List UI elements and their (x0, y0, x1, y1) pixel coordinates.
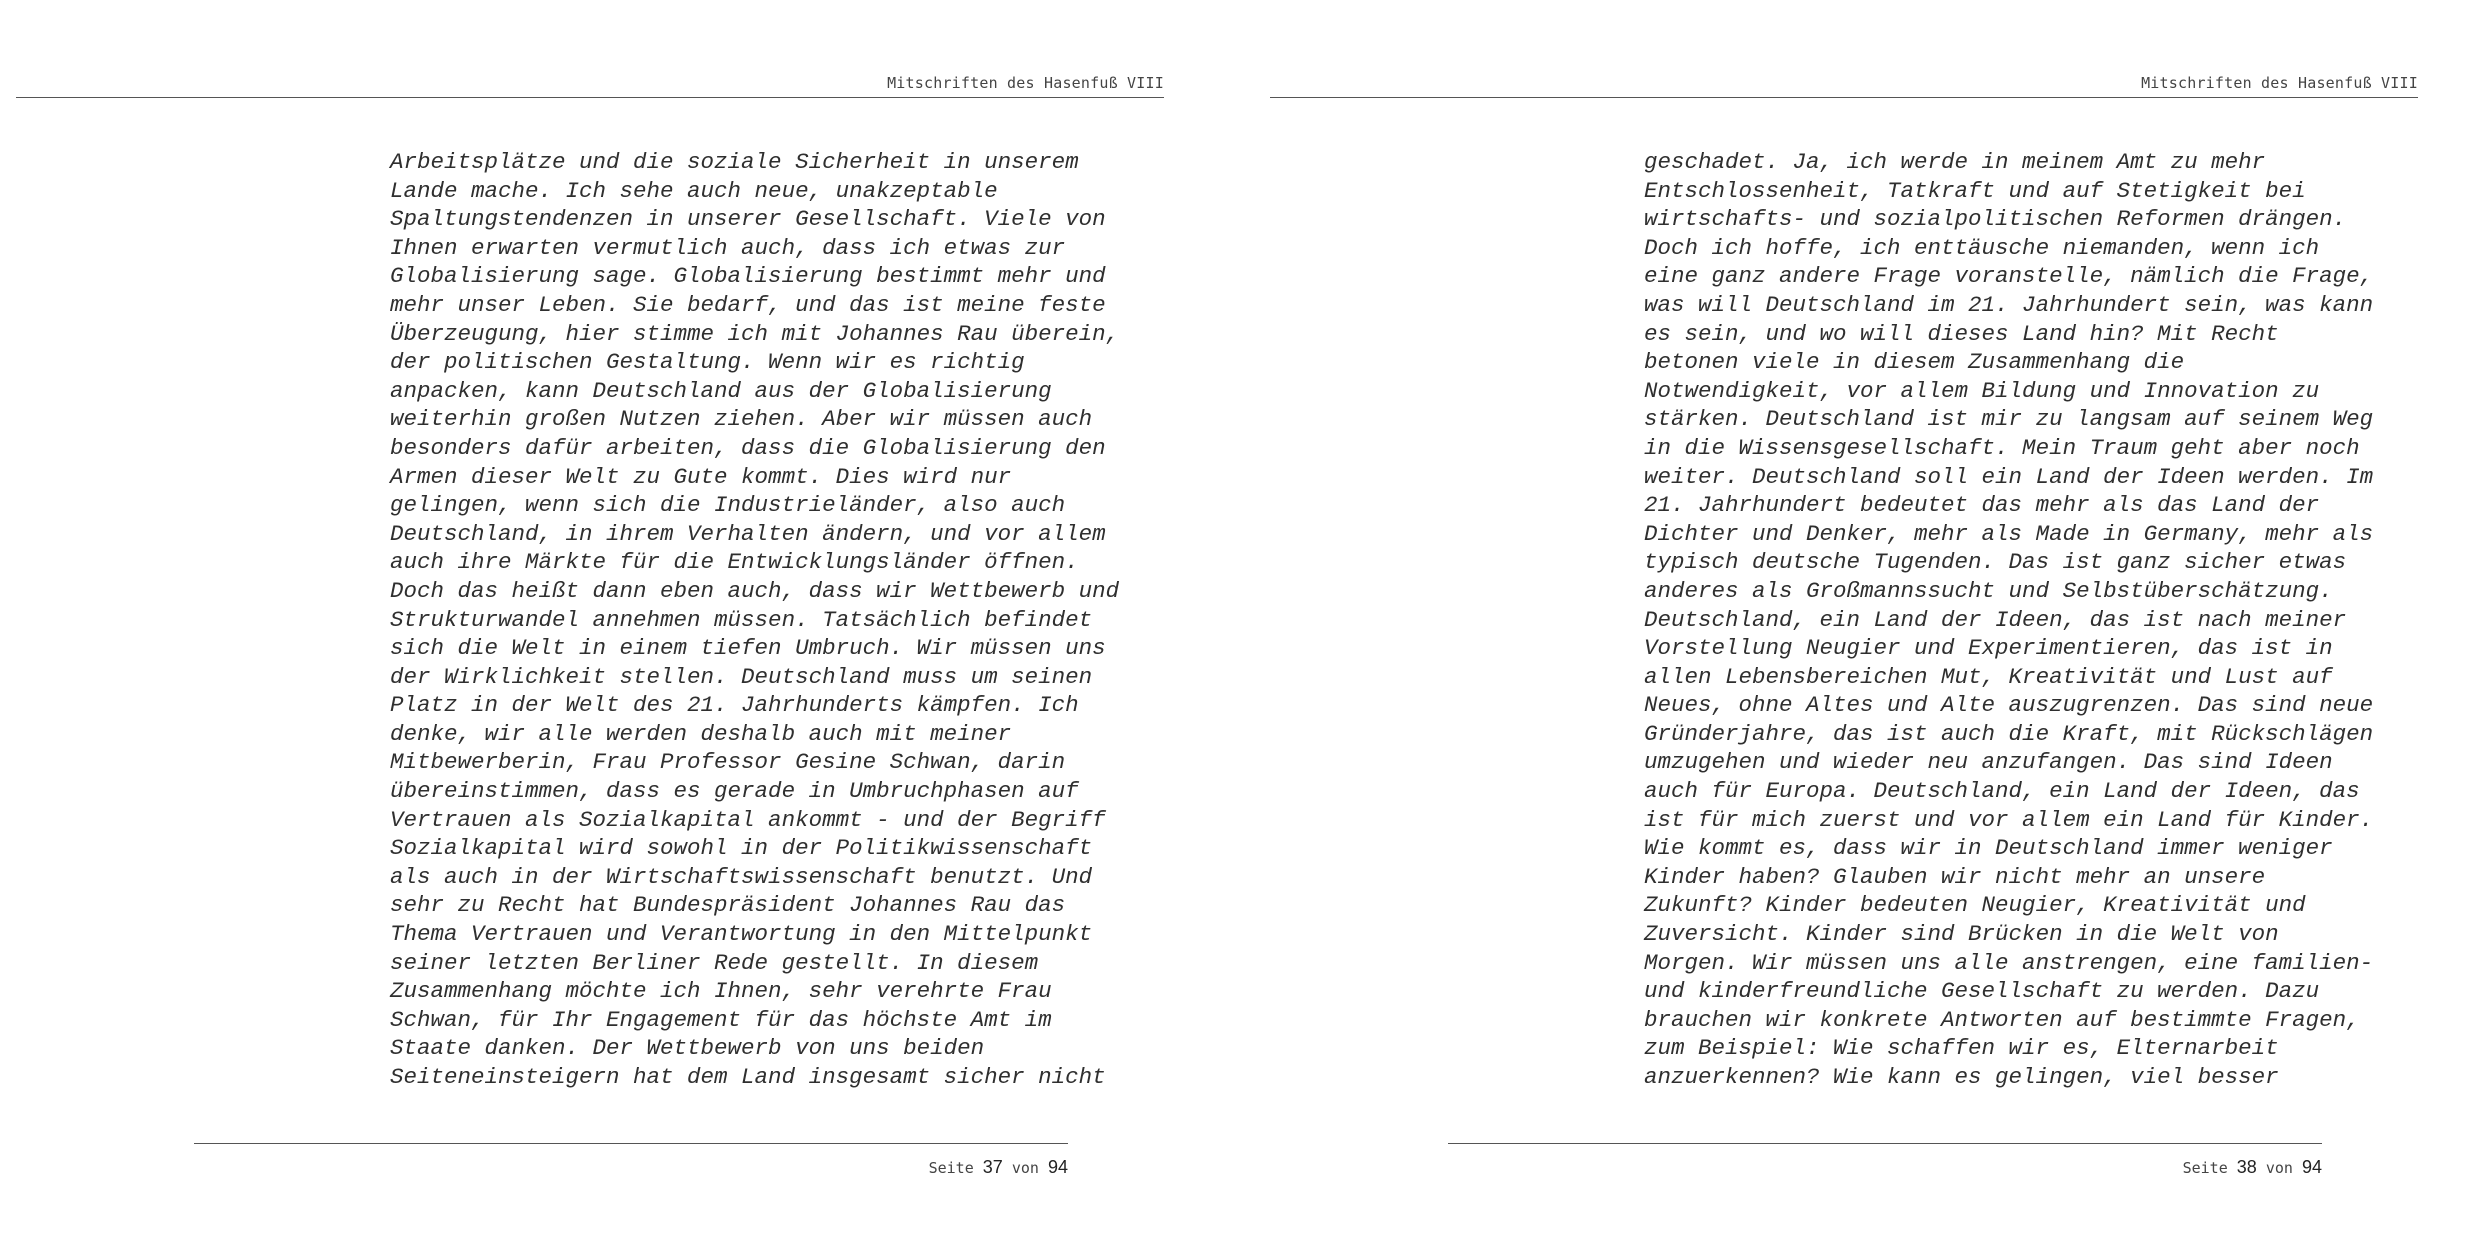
text-line: sich die Welt in einem tiefen Umbruch. Wir müssen uns (390, 635, 1106, 662)
text-line: anzuerkennen? Wie kann es gelingen, viel besser (1644, 1064, 2279, 1090)
text-line: Staate danken. Der Wettbewerb von uns beiden (390, 1035, 985, 1062)
footer-rule (194, 1143, 1068, 1144)
text-line: seiner letzten Berliner Rede gestellt. In diesem (390, 949, 1039, 976)
text-line: es sein, und wo will dieses Land hin? Mit Recht (1644, 320, 2279, 347)
page-total: 94 (2301, 1157, 2322, 1177)
text-line: Armen dieser Welt zu Gute kommt. Dies wird nur (390, 463, 1012, 490)
right-page (1254, 0, 2480, 1240)
text-line: der politischen Gestaltung. Wenn wir es richtig (390, 349, 1025, 376)
text-line: Kinder haben? Glauben wir nicht mehr an unsere (1644, 863, 2266, 890)
text-line: Gründerjahre, das ist auch die Kraft, mit Rückschlägen (1644, 720, 2374, 747)
text-line: wirtschafts- und sozialpolitischen Reformen drängen. (1644, 206, 2347, 233)
header-rule (16, 97, 1164, 98)
text-line: Zusammenhang möchte ich Ihnen, sehr verehrte Frau (390, 978, 1052, 1005)
footer-label-von: von (1011, 1159, 1039, 1177)
text-line: Doch ich hoffe, ich enttäusche niemanden, wenn ich (1644, 234, 2320, 261)
text-line: Mitbewerberin, Frau Professor Gesine Schwan, darin (390, 749, 1066, 776)
text-line: Doch das heißt dann eben auch, dass wir Wettbewerb und (390, 577, 1120, 604)
text-line: Seiteneinsteigern hat dem Land insgesamt sicher nicht (390, 1064, 1106, 1090)
text-line: typisch deutsche Tugenden. Das ist ganz sicher etwas (1644, 549, 2347, 576)
text-line: Dichter und Denker, mehr als Made in Germany, mehr als (1644, 520, 2374, 547)
text-line: auch für Europa. Deutschland, ein Land der Ideen, das (1644, 778, 2360, 805)
text-line: Entschlossenheit, Tatkraft und auf Stetigkeit bei (1644, 177, 2306, 204)
text-line: Vertrauen als Sozialkapital ankommt - und der Begriff (390, 806, 1106, 833)
text-line: Neues, ohne Altes und Alte auszugrenzen. Das sind neue (1644, 692, 2374, 719)
text-line: anpacken, kann Deutschland aus der Globalisierung (390, 377, 1052, 404)
text-line: zum Beispiel: Wie schaffen wir es, Elternarbeit (1644, 1035, 2279, 1062)
running-header: Mitschriften des Hasenfuß VIII (2141, 74, 2418, 92)
text-line: eine ganz andere Frage voranstelle, nämlich die Frage, (1644, 263, 2374, 290)
page-number: 37 (982, 1157, 1003, 1177)
text-line: als auch in der Wirtschaftswissenschaft benutzt. Und (390, 863, 1093, 890)
page-footer (194, 1157, 1068, 1178)
text-line: in die Wissensgesellschaft. Mein Traum geht aber noch (1644, 434, 2360, 461)
page-footer (1448, 1157, 2322, 1178)
text-line: Sozialkapital wird sowohl in der Politikwissenschaft (390, 835, 1093, 862)
text-line: allen Lebensbereichen Mut, Kreativität und Lust auf (1644, 663, 2333, 690)
text-line: mehr unser Leben. Sie bedarf, und das ist meine feste (390, 291, 1106, 318)
text-line: und kinderfreundliche Gesellschaft zu werden. Dazu (1644, 978, 2320, 1005)
text-line: Wie kommt es, dass wir in Deutschland immer weniger (1644, 835, 2333, 862)
running-header: Mitschriften des Hasenfuß VIII (887, 74, 1164, 92)
text-line: Zuversicht. Kinder sind Brücken in die Welt von (1644, 921, 2279, 948)
text-line: brauchen wir konkrete Antworten auf bestimmte Fragen, (1644, 1006, 2360, 1033)
text-line: gelingen, wenn sich die Industrieländer, also auch (390, 492, 1066, 519)
text-line: Ihnen erwarten vermutlich auch, dass ich etwas zur (390, 234, 1066, 261)
text-line: umzugehen und wieder neu anzufangen. Das sind Ideen (1644, 749, 2333, 776)
header-rule (1270, 97, 2418, 98)
text-line: weiter. Deutschland soll ein Land der Ideen werden. Im (1644, 463, 2374, 490)
text-line: weiterhin großen Nutzen ziehen. Aber wir müssen auch (390, 406, 1093, 433)
text-line: Notwendigkeit, vor allem Bildung und Innovation zu (1644, 377, 2320, 404)
text-line: anderes als Großmannssucht und Selbstüberschätzung. (1644, 577, 2333, 604)
text-line: besonders dafür arbeiten, dass die Globalisierung den (390, 434, 1106, 461)
footer-label-seite: Seite (2182, 1159, 2228, 1177)
text-line: ist für mich zuerst und vor allem ein Land für Kinder. (1644, 806, 2374, 833)
footer-rule (1448, 1143, 2322, 1144)
text-line: Deutschland, ein Land der Ideen, das ist nach meiner (1644, 606, 2347, 633)
text-line: Überzeugung, hier stimme ich mit Johannes Rau überein, (390, 320, 1120, 347)
text-line: auch ihre Märkte für die Entwicklungsländer öffnen. (390, 549, 1079, 576)
body-text (1644, 148, 2404, 1092)
text-line: Globalisierung sage. Globalisierung bestimmt mehr und (390, 263, 1106, 290)
body-text (390, 148, 1150, 1092)
text-line: Vorstellung Neugier und Experimentieren, das ist in (1644, 635, 2333, 662)
page-total: 94 (1047, 1157, 1068, 1177)
text-line: 21. Jahrhundert bedeutet das mehr als das Land der (1644, 492, 2320, 519)
footer-label-von: von (2265, 1159, 2293, 1177)
footer-label-seite: Seite (928, 1159, 974, 1177)
text-line: sehr zu Recht hat Bundespräsident Johannes Rau das (390, 892, 1066, 919)
text-line: Strukturwandel annehmen müssen. Tatsächlich befindet (390, 606, 1093, 633)
text-line: Thema Vertrauen und Verantwortung in den Mittelpunkt (390, 921, 1093, 948)
text-line: betonen viele in diesem Zusammenhang die (1644, 349, 2185, 376)
text-line: was will Deutschland im 21. Jahrhundert sein, was kann (1644, 291, 2374, 318)
page-number: 38 (2236, 1157, 2257, 1177)
text-line: denke, wir alle werden deshalb auch mit meiner (390, 720, 1012, 747)
text-line: Deutschland, in ihrem Verhalten ändern, und vor allem (390, 520, 1106, 547)
text-line: stärken. Deutschland ist mir zu langsam auf seinem Weg (1644, 406, 2374, 433)
text-line: Arbeitsplätze und die soziale Sicherheit in unserem (390, 149, 1079, 175)
text-line: Lande mache. Ich sehe auch neue, unakzeptable (390, 177, 998, 204)
text-line: übereinstimmen, dass es gerade in Umbruchphasen auf (390, 778, 1079, 805)
text-line: Platz in der Welt des 21. Jahrhunderts kämpfen. Ich (390, 692, 1079, 719)
text-line: geschadet. Ja, ich werde in meinem Amt zu mehr (1644, 149, 2266, 175)
text-line: Spaltungstendenzen in unserer Gesellschaft. Viele von (390, 206, 1106, 233)
text-line: Zukunft? Kinder bedeuten Neugier, Kreativität und (1644, 892, 2306, 919)
text-line: der Wirklichkeit stellen. Deutschland muss um seinen (390, 663, 1093, 690)
text-line: Morgen. Wir müssen uns alle anstrengen, eine familien- (1644, 949, 2374, 976)
text-line: Schwan, für Ihr Engagement für das höchste Amt im (390, 1006, 1052, 1033)
